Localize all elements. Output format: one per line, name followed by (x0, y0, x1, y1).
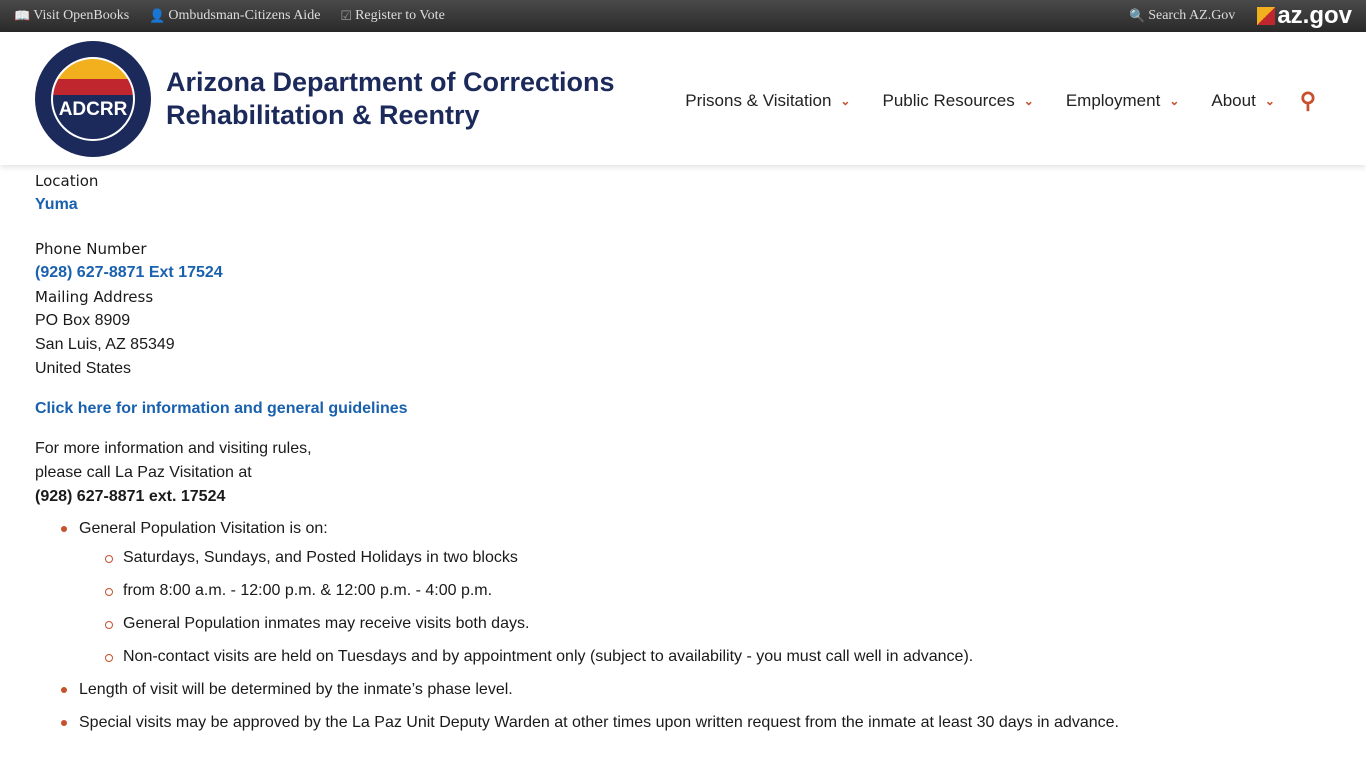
list-item-text: General Population Visitation is on: (79, 520, 328, 537)
search-icon[interactable]: ⚲ (1299, 88, 1316, 113)
phone-label: Phone Number (35, 240, 147, 258)
utility-bar (0, 0, 1366, 32)
list-item: from 8:00 a.m. - 12:00 p.m. & 12:00 p.m. - 4:00 p.m. (79, 581, 1331, 601)
location-label: Location (35, 172, 99, 190)
info-phone: (928) 627-8871 ext. 17524 (35, 488, 226, 505)
guidelines-link[interactable]: Click here for information and general guidelines (35, 400, 408, 417)
adcrr-seal-logo[interactable] (35, 41, 151, 157)
openbooks-label: Visit OpenBooks (33, 8, 130, 23)
title-line-1: Arizona Department of Corrections (166, 66, 615, 97)
register-label: Register to Vote (355, 8, 445, 23)
nav-public-resources[interactable] (882, 91, 1033, 111)
azgov-logo[interactable] (1257, 2, 1352, 30)
address-line: San Luis, AZ 85349 (35, 336, 175, 353)
list-item (35, 519, 1331, 667)
azgov-text: az.gov (1277, 2, 1352, 29)
site-title[interactable] (166, 66, 615, 132)
address-line: United States (35, 360, 132, 377)
main-content (0, 165, 1366, 750)
list-item: General Population inmates may receive visits both days. (79, 614, 1331, 634)
search-azgov-link[interactable] (1129, 8, 1235, 24)
search-icon: 🔍 (1129, 8, 1146, 23)
info-text: For more information and visiting rules, (35, 440, 312, 457)
openbooks-link[interactable] (14, 8, 129, 24)
address-line: PO Box 8909 (35, 312, 131, 329)
mailing-label: Mailing Address (35, 288, 154, 306)
nav-label: About (1211, 91, 1256, 110)
list-item: Length of visit will be determined by the inmate’s phase level. (35, 680, 1331, 700)
ombudsman-link[interactable] (149, 8, 320, 24)
main-nav (685, 88, 1316, 114)
visitation-list (35, 519, 1331, 733)
nav-employment[interactable] (1066, 91, 1180, 111)
chevron-down-icon: ⌄ (840, 94, 851, 108)
title-line-2: Rehabilitation & Reentry (166, 99, 480, 130)
register-link[interactable] (340, 8, 444, 24)
chevron-down-icon: ⌄ (1169, 94, 1180, 108)
nav-prisons-visitation[interactable] (685, 91, 850, 111)
site-header (0, 32, 1366, 165)
list-item: Special visits may be approved by the La Paz Unit Deputy Warden at other times upon written request from the inmate at least 30 days in advance. (35, 713, 1331, 733)
nav-label: Employment (1065, 91, 1161, 110)
search-azgov-label: Search AZ.Gov (1148, 8, 1236, 23)
arizona-flag-icon (1257, 7, 1275, 25)
list-item: Saturdays, Sundays, and Posted Holidays in two blocks (79, 548, 1331, 568)
phone-link[interactable]: (928) 627-8871 Ext 17524 (35, 264, 223, 281)
seal-text: ADCRR (51, 57, 135, 141)
chevron-down-icon: ⌄ (1264, 94, 1275, 108)
info-text: please call La Paz Visitation at (35, 464, 252, 481)
sub-list (79, 548, 1331, 667)
list-item: Non-contact visits are held on Tuesdays and by appointment only (subject to availability - you must call well in advance). (79, 647, 1331, 667)
nav-label: Prisons & Visitation (685, 91, 832, 110)
person-icon: 👤 (149, 8, 166, 23)
nav-label: Public Resources (882, 91, 1015, 110)
book-icon: 📖 (14, 8, 31, 23)
ombudsman-label: Ombudsman-Citizens Aide (168, 8, 321, 23)
nav-about[interactable] (1211, 91, 1275, 111)
location-link[interactable]: Yuma (35, 196, 78, 213)
chevron-down-icon: ⌄ (1023, 94, 1034, 108)
checkbox-icon: ☑ (340, 8, 353, 23)
